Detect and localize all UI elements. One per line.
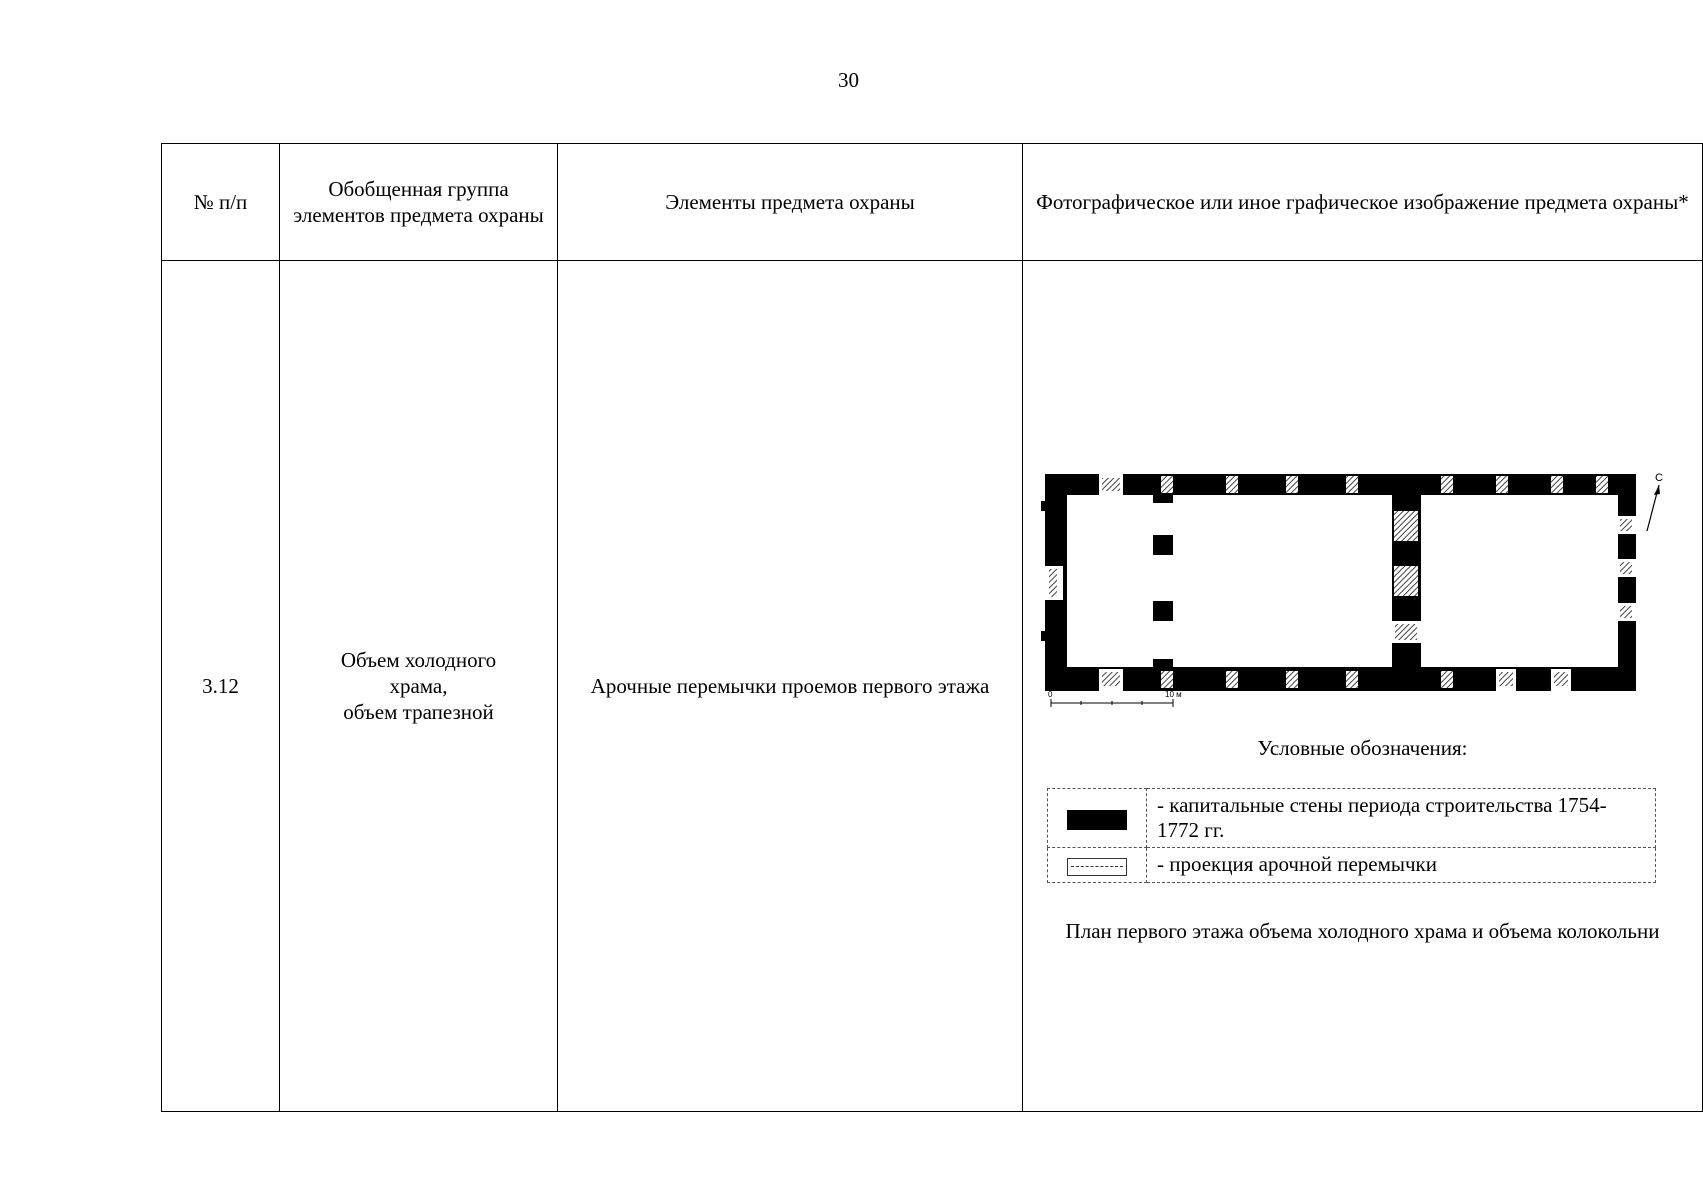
row-group <box>280 261 558 1112</box>
header-image: Фотографическое или иное графическое изображение предмета охраны* <box>1023 144 1703 261</box>
north-arrow-icon <box>1647 485 1660 531</box>
scale-bar <box>1051 699 1173 707</box>
wall-swatch-icon <box>1067 810 1127 830</box>
table-header-row <box>162 144 1703 261</box>
north-label: С <box>1655 472 1663 484</box>
legend-row <box>1048 848 1656 882</box>
scale-start-label: 0 <box>1048 690 1053 699</box>
legend-symbol-cell <box>1048 789 1147 848</box>
plan-caption: План первого этажа объема холодного храма и объема колокольни <box>1065 919 1660 943</box>
row-group-line: Объем холодного <box>340 647 497 672</box>
legend-title: Условные обозначения: <box>1257 736 1468 760</box>
row-image-cell <box>1023 261 1703 1112</box>
row-number: 3.12 <box>162 261 280 1112</box>
row-group-line: объем трапезной <box>343 700 494 725</box>
scale-end-label: 10 м <box>1165 690 1182 699</box>
legend-row <box>1048 789 1656 848</box>
row-group-line: храма, <box>389 673 448 698</box>
header-number: № п/п <box>162 144 280 261</box>
legend-symbol-cell <box>1048 848 1147 882</box>
protection-table <box>161 143 1703 1112</box>
arch-projection-swatch-icon <box>1067 858 1127 876</box>
legend-text: - проекция арочной перемычки <box>1147 848 1656 882</box>
table-row <box>162 261 1703 1112</box>
floor-plan-drawing <box>1041 471 1661 721</box>
page-number: 30 <box>838 68 859 92</box>
legend-table <box>1047 788 1656 883</box>
legend-text: - капитальные стены периода строительства 1754-1772 гг. <box>1147 789 1656 848</box>
row-elements: Арочные перемычки проемов первого этажа <box>558 261 1023 1112</box>
header-elements: Элементы предмета охраны <box>558 144 1023 261</box>
header-group: Обобщенная группа элементов предмета охраны <box>280 144 558 261</box>
